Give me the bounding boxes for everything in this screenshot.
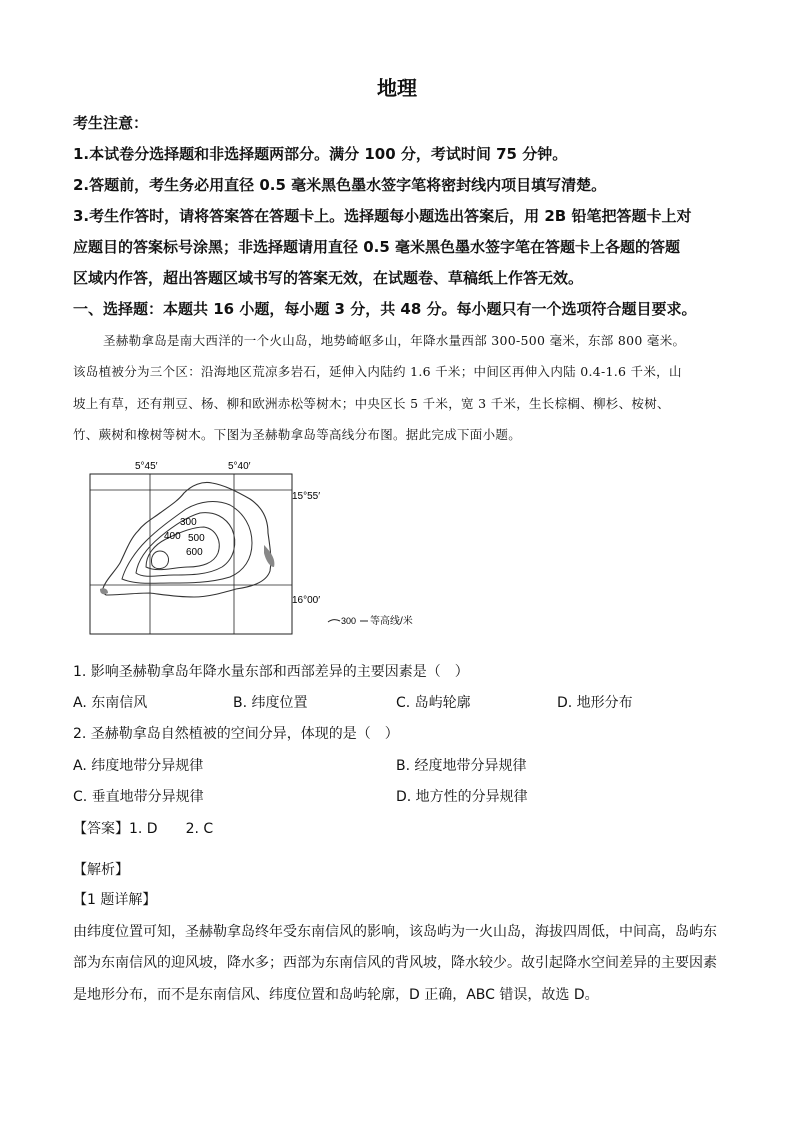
passage-line-3: 坡上有草，还有荆豆、杨、柳和欧洲赤松等树木；中央区长 5 千米，宽 3 千米，生长棕榈、柳杉、桉树、 bbox=[73, 396, 670, 411]
analysis-line-2: 部为东南信风的迎风坡，降水多；西部为东南信风的背风坡，降水较少。故引起降水空间差异的主要因素 bbox=[73, 955, 717, 971]
coast-cliff-west bbox=[100, 588, 108, 594]
question-1-option-c[interactable]: C. 岛屿轮廓 bbox=[396, 695, 471, 711]
analysis-line-1: 由纬度位置可知，圣赫勒拿岛终年受东南信风的影响，该岛屿为一火山岛，海拔四周低，中间高，岛屿东 bbox=[73, 924, 717, 940]
legend-contour-text: 等高线/米 bbox=[370, 616, 413, 627]
lon-label-1: 5°45′ bbox=[135, 461, 158, 472]
analysis-label: 【解析】 bbox=[73, 862, 129, 878]
passage-line-4: 竹、蕨树和橡树等树木。下图为圣赫勒拿岛等高线分布图。据此完成下面小题。 bbox=[73, 427, 522, 442]
contour-label-500: 500 bbox=[188, 533, 205, 544]
notice-item-3-cont-2: 区域内作答，超出答题区域书写的答案无效，在试题卷、草稿纸上作答无效。 bbox=[73, 269, 584, 287]
question-2-option-b[interactable]: B. 经度地带分异规律 bbox=[396, 758, 527, 774]
question-1-option-a[interactable]: A. 东南信风 bbox=[73, 695, 148, 711]
section-heading: 一、选择题：本题共 16 小题，每小题 3 分，共 48 分。每小题只有一个选项符合题目要求。 bbox=[73, 300, 697, 318]
question-1-option-d[interactable]: D. 地形分布 bbox=[557, 695, 633, 711]
contour-label-300: 300 bbox=[180, 517, 197, 528]
contour-500 bbox=[146, 527, 219, 570]
question-2-option-c[interactable]: C. 垂直地带分异规律 bbox=[73, 789, 204, 805]
passage-line-2: 该岛植被分为三个区：沿海地区荒凉多岩石，延伸入内陆约 1.6 千米；中间区再伸入内陆 0.4-1.6 千米，山 bbox=[73, 364, 682, 379]
notice-heading: 考生注意： bbox=[73, 114, 149, 132]
contour-300 bbox=[122, 502, 252, 584]
analysis-line-3: 是地形分布，而不是东南信风、纬度位置和岛屿轮廓，D 正确，ABC 错误，故选 D。 bbox=[73, 987, 599, 1003]
notice-item-1: 1.本试卷分选择题和非选择题两部分。满分 100 分，考试时间 75 分钟。 bbox=[73, 145, 568, 163]
lat-label-1: 15°55′ bbox=[292, 491, 321, 502]
question-2-option-a[interactable]: A. 纬度地带分异规律 bbox=[73, 758, 204, 774]
notice-item-3-cont-1: 应题目的答案标号涂黑；非选择题请用直径 0.5 毫米黑色墨水签字笔在答题卡上各题的答题 bbox=[73, 238, 681, 256]
answer-text: 1. D 2. C bbox=[129, 821, 214, 837]
island-coastline bbox=[102, 482, 271, 597]
question-1-option-b[interactable]: B. 纬度位置 bbox=[233, 695, 308, 711]
coast-cliff-east bbox=[264, 545, 274, 567]
contour-map bbox=[80, 455, 420, 640]
legend-contour-symbol bbox=[328, 620, 340, 622]
passage-line-1: 圣赫勒拿岛是南大西洋的一个火山岛，地势崎岖多山，年降水量西部 300-500 毫米，东部 800 毫米。 bbox=[103, 333, 686, 348]
contour-label-400: 400 bbox=[164, 531, 181, 542]
answer-row bbox=[73, 818, 213, 838]
question-1-stem: 1. 影响圣赫勒拿岛年降水量东部和西部差异的主要因素是（ ） bbox=[73, 664, 469, 680]
lat-label-2: 16°00′ bbox=[292, 595, 321, 606]
contour-label-600: 600 bbox=[186, 547, 203, 558]
legend-contour-value: 300 bbox=[341, 616, 357, 626]
lon-label-2: 5°40′ bbox=[228, 461, 251, 472]
page-title: 地理 bbox=[377, 76, 417, 100]
question-2-option-d[interactable]: D. 地方性的分异规律 bbox=[396, 789, 528, 805]
analysis-sub-label: 【1 题详解】 bbox=[73, 892, 157, 908]
question-2-stem: 2. 圣赫勒拿岛自然植被的空间分异，体现的是（ ） bbox=[73, 726, 399, 742]
notice-item-2: 2.答题前，考生务必用直径 0.5 毫米黑色墨水签字笔将密封线内项目填写清楚。 bbox=[73, 176, 607, 194]
notice-item-3: 3.考生作答时，请将答案答在答题卡上。选择题每小题选出答案后，用 2B 铅笔把答题卡上对 bbox=[73, 207, 692, 225]
contour-600 bbox=[151, 551, 168, 569]
answer-label: 【答案】 bbox=[73, 821, 129, 837]
